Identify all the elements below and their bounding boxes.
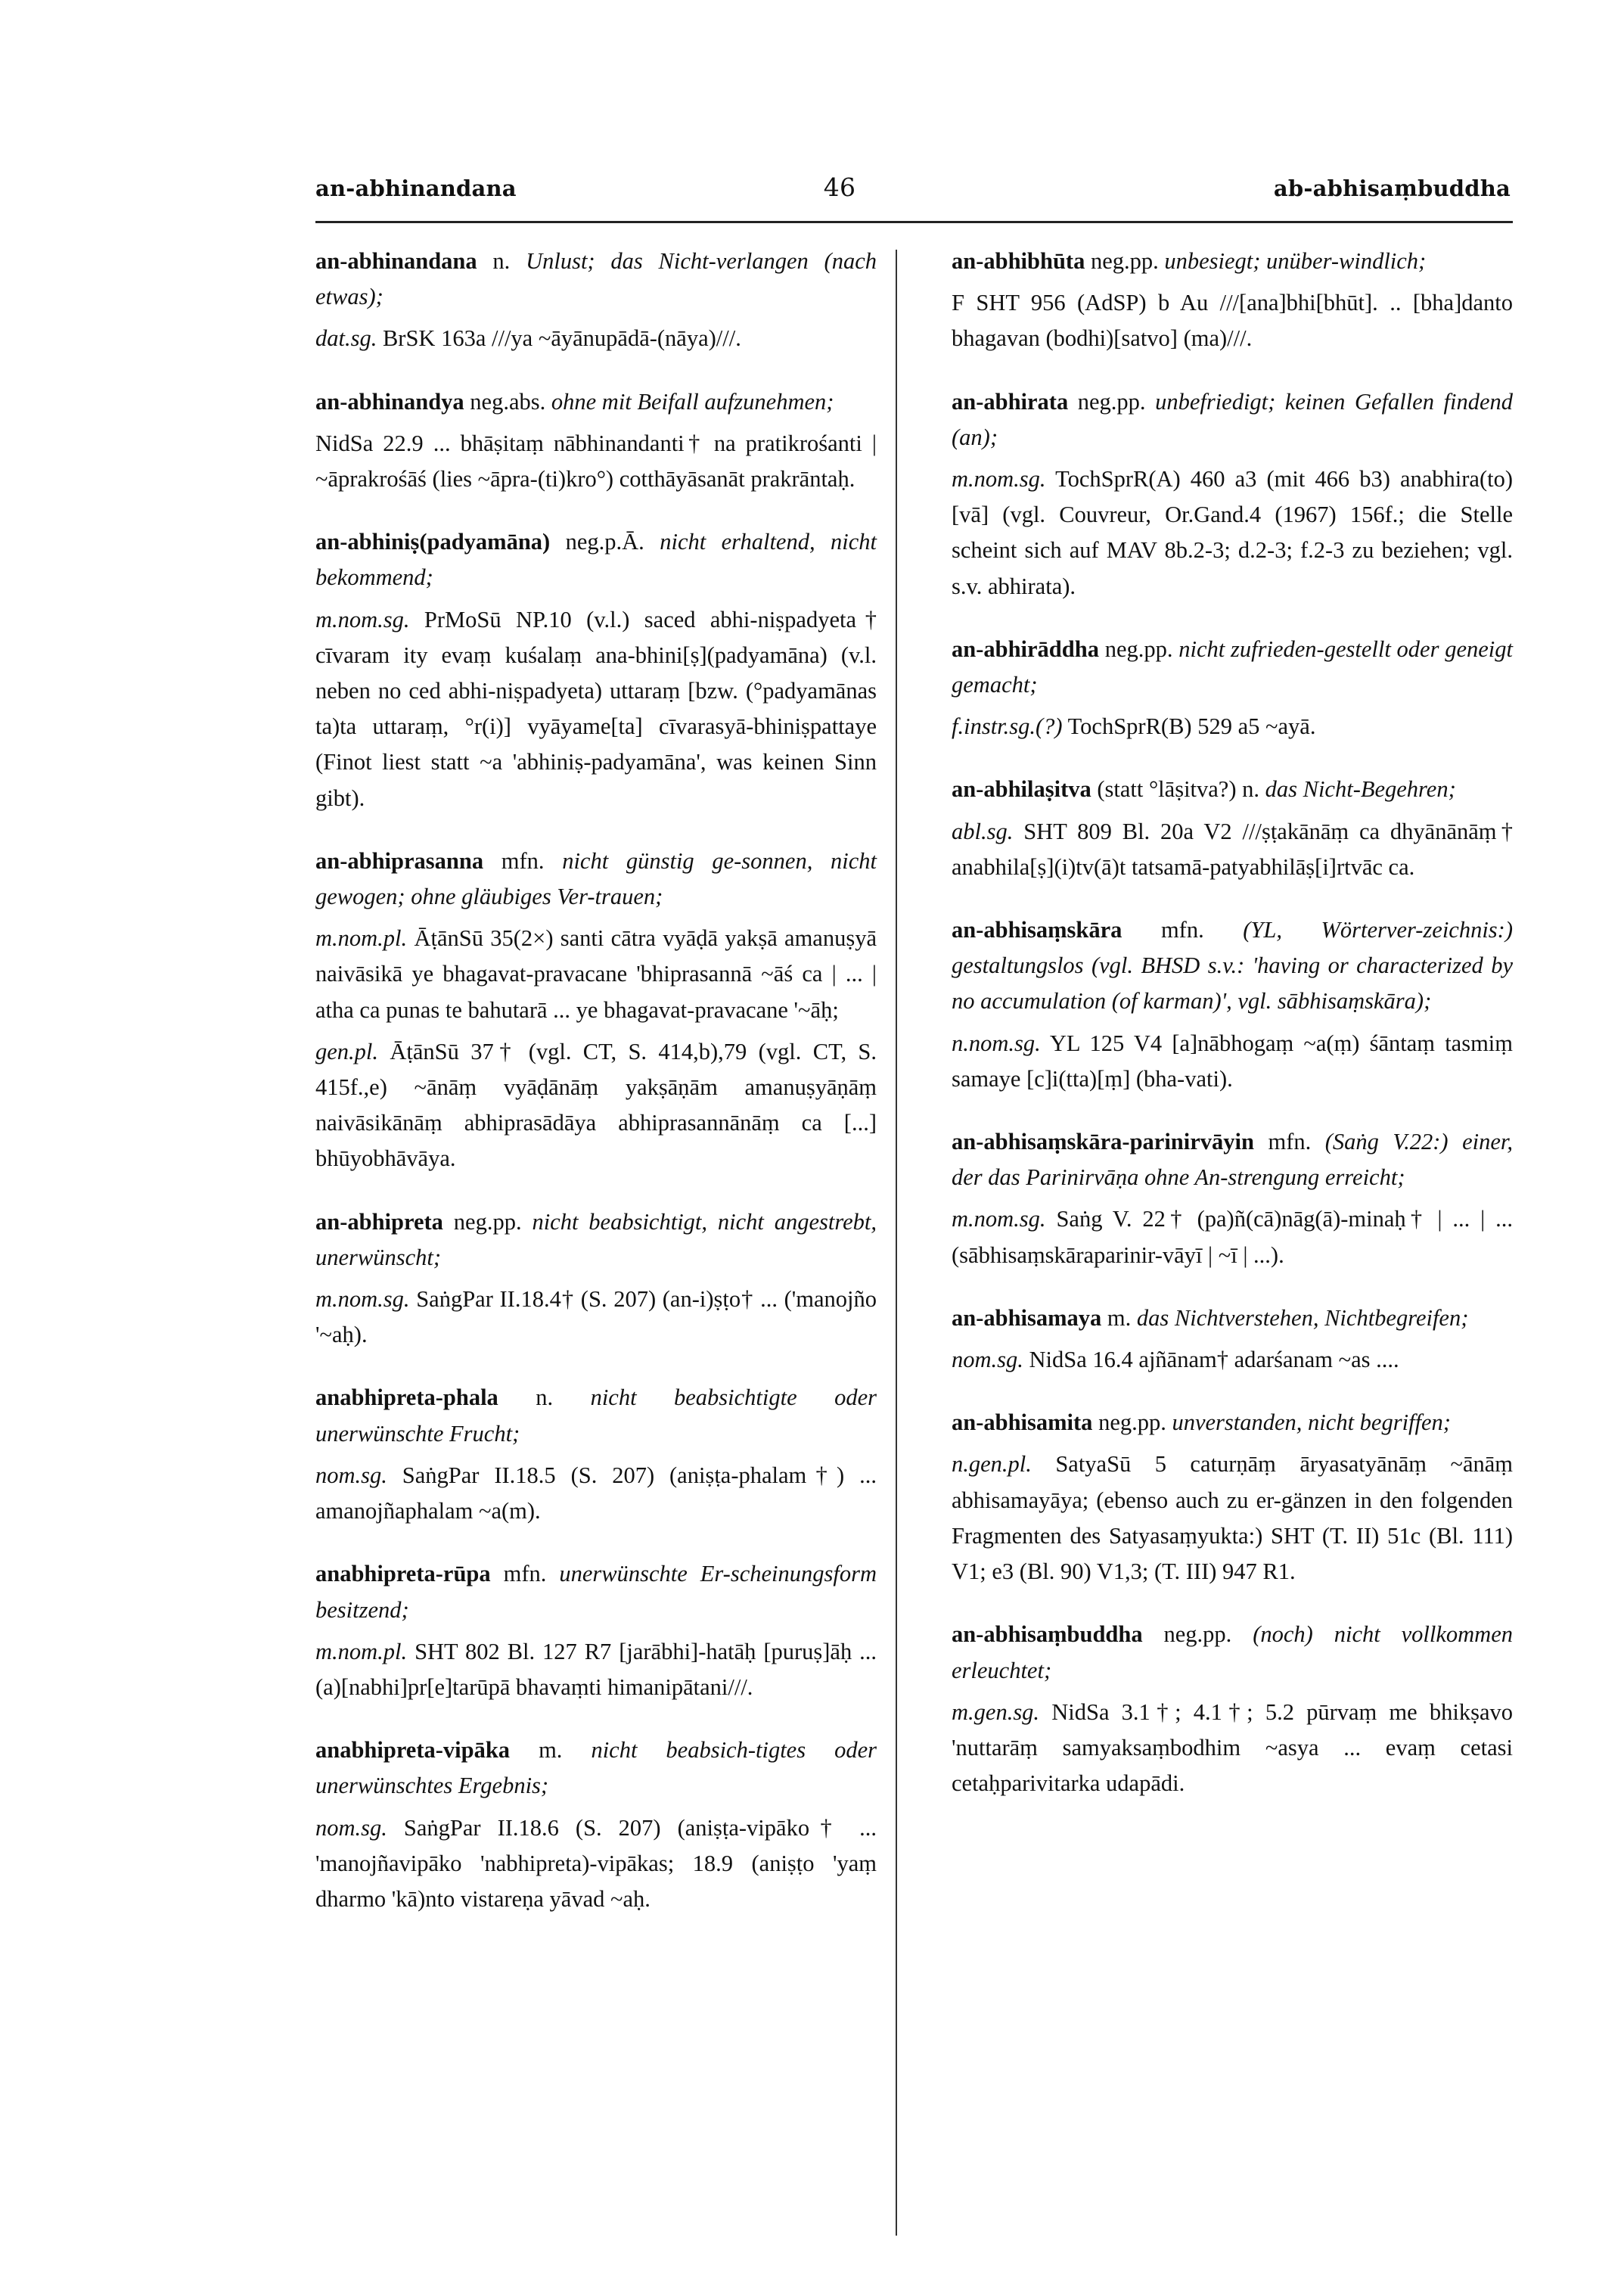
citation-form: nom.sg. (952, 1347, 1023, 1373)
citation-text: TochSprR(A) 460 a3 (mit 466 b3) anabhira(to) [vā] (vgl. Couvreur, Or.Gand.4 (1967) 156f.; die Stelle scheint sich auf MAV 8b.2-3; d.2-3; f.2-3 zu beziehen; vgl. s.v. abhirata). (952, 466, 1513, 599)
entry-gloss: nicht günstig ge-sonnen, nicht gewogen; ohne gläubiges Ver-trauen; (315, 847, 877, 910)
entry-citation (315, 321, 877, 356)
entry-headword: an-abhisamita (952, 1409, 1093, 1436)
entry-citation (952, 709, 1513, 744)
citation-text: SHT 809 Bl. 20a V2 ///ṣṭakānāṃ ca dhyānānāṃ† anabhila[ṣ](i)tv(ā)t tatsamā-patyabhilāṣ[i]rtvāc ca. (952, 818, 1513, 880)
entry-headword: an-abhilaṣitva (952, 776, 1091, 803)
dictionary-entry (952, 1617, 1513, 1801)
entry-headword: an-abhisaṃskāra (952, 917, 1123, 943)
entry-definition (952, 1124, 1513, 1195)
entry-headword: an-abhinandana (315, 248, 477, 274)
entry-gloss: nicht zufrieden-gestellt oder geneigt gemacht; (952, 636, 1513, 698)
entry-grammar: neg.p.Ā. (550, 529, 660, 555)
entry-definition (315, 844, 877, 915)
entry-grammar: neg.pp. (1092, 1409, 1172, 1436)
entry-grammar: mfn. (1122, 917, 1244, 943)
entry-headword: an-abhinandya (315, 388, 464, 415)
dictionary-entry (315, 844, 877, 1177)
dictionary-entry (952, 244, 1513, 357)
entry-gloss: das Nichtverstehen, Nichtbegreifen; (1136, 1304, 1469, 1331)
entry-citation (952, 1342, 1513, 1378)
citation-text: ĀṭānSū 37† (vgl. CT, S. 414,b),79 (vgl. CT, S. 415f.,e) ~ānāṃ vyāḍānāṃ yakṣāṇām amanuṣyāṇāṃ naivāsikānāṃ abhiprasādāya abhiprasannānāṃ ca [...] bhūyobhāvāya. (315, 1038, 877, 1172)
entry-definition (315, 1204, 877, 1276)
entry-definition (952, 772, 1513, 807)
entry-definition (315, 384, 877, 420)
entry-gloss: (YL, Wörterver-zeichnis:) gestaltungslos (vgl. BHSD s.v.: 'having or characterized by no accumulation (of karman)', vgl. sābhisaṃskāra); (952, 917, 1513, 1015)
entry-citation (315, 1810, 877, 1918)
entry-citation (952, 285, 1513, 356)
running-head-left: an-abhinandana (315, 176, 517, 201)
entry-gloss: Unlust; das Nicht-verlangen (nach etwas); (315, 248, 877, 310)
citation-text: NidSa 16.4 ajñānam† adarśanam ~as .... (1023, 1347, 1399, 1373)
entry-grammar: n. (477, 248, 526, 274)
entry-definition (952, 1617, 1513, 1688)
entry-definition (952, 384, 1513, 455)
entry-gloss: unbesiegt; unüber-windlich; (1164, 248, 1427, 274)
entry-grammar: mfn. (483, 847, 563, 874)
entry-gloss: (noch) nicht vollkommen erleuchtet; (952, 1621, 1513, 1683)
dictionary-entry (315, 524, 877, 816)
entry-gloss: nicht beabsich-tigtes oder unerwünschtes Ergebnis; (315, 1737, 877, 1799)
dictionary-entry (952, 632, 1513, 745)
dictionary-entry (315, 1204, 877, 1353)
citation-text: SaṅgPar II.18.4† (S. 207) (an-i)ṣṭo† ... ('manojño '~aḥ). (315, 1286, 877, 1348)
citation-form: gen.pl. (315, 1038, 379, 1064)
left-column (315, 244, 877, 1944)
entry-gloss: das Nicht-Begehren; (1265, 776, 1456, 803)
entry-citation (315, 1282, 877, 1353)
entry-headword: anabhipreta-rūpa (315, 1561, 491, 1587)
citation-text: YL 125 V4 [a]nābhogaṃ ~a(ṃ) śāntaṃ tasmiṃ samaye [c]i(tta)[ṃ] (bha-vati). (952, 1030, 1513, 1092)
entry-headword: an-abhiprasanna (315, 847, 484, 874)
entry-citation (952, 1026, 1513, 1097)
right-column (952, 244, 1513, 1829)
entry-definition (315, 1556, 877, 1627)
citation-text: SaṅgPar II.18.6 (S. 207) (aniṣṭa-vipāko† ... 'manojñavipāko 'nabhipreta)-vipākas; 18.9 (aniṣṭo 'yaṃ dharmo 'kā)nto vistareṇa yāvad ~aḥ. (315, 1814, 877, 1912)
citation-text: SatyaSū 5 caturṇāṃ āryasatyānāṃ ~ānāṃ abhisamayāya; (ebenso auch zu er-gänzen in den folgenden Fragmenten des Satyasaṃyukta:) SHT (T. II) 51c (Bl. 111) V1; e3 (Bl. 90) V1,3; (T. III) 947 R1. (952, 1451, 1513, 1585)
entry-grammar: mfn. (1253, 1129, 1325, 1155)
entry-grammar: neg.pp. (442, 1208, 533, 1235)
entry-grammar: neg.pp. (1068, 388, 1156, 415)
entry-grammar: m. (510, 1737, 592, 1764)
dictionary-entry (952, 1124, 1513, 1273)
header-rule (315, 221, 1513, 223)
entry-grammar: n. (498, 1384, 591, 1411)
citation-text: ĀṭānSū 35(2×) santi cātra vyāḍā yakṣā amanuṣyā naivāsikā ye bhagavat-pravacane 'bhiprasannā ~āś ca | ... | atha ca punas te bahutarā ... ye bhagavat-pravacane '~āḥ; (315, 925, 877, 1023)
entry-definition (952, 1301, 1513, 1336)
citation-form: m.nom.sg. (315, 1286, 410, 1313)
entry-grammar: neg.pp. (1098, 636, 1179, 662)
entry-citation (952, 814, 1513, 885)
entry-citation (315, 1634, 877, 1705)
citation-form: m.nom.sg. (315, 606, 410, 632)
entry-definition (315, 1380, 877, 1451)
dictionary-entry (315, 1380, 877, 1529)
entry-gloss: nicht erhaltend, nicht bekommend; (315, 529, 877, 591)
entry-citation (952, 461, 1513, 604)
entry-gloss: (Saṅg V.22:) einer, der das Parinirvāṇa ohne An-strengung erreicht; (952, 1129, 1513, 1191)
entry-gloss: unbefriedigt; keinen Gefallen findend (an); (952, 388, 1513, 450)
citation-text: TochSprR(B) 529 a5 ~ayā. (1062, 713, 1316, 740)
entry-headword: an-abhisaṃbuddha (952, 1621, 1143, 1648)
citation-text: BrSK 163a ///ya ~āyānupādā-(nāya)///. (377, 325, 741, 352)
citation-form: m.nom.pl. (315, 925, 408, 952)
dictionary-entry (315, 1556, 877, 1705)
dictionary-entry (315, 1733, 877, 1917)
entry-citation (315, 1034, 877, 1177)
citation-text: PrMoSū NP.10 (v.l.) saced abhi-niṣpadyeta† cīvaram ity evaṃ kuśalaṃ ana-bhini[ṣ](padyamāna) (v.l. neben no ced abhi-niṣpadyeta) uttaraṃ [bzw. (°padyamānas ta)ta uttaraṃ, °r(i)] vyāyame[ta] cīvarasyā-bhiniṣpattaye (Finot liest statt ~a 'abhiniṣ-padyamāna', was keinen Sinn gibt). (315, 606, 877, 811)
entry-citation (315, 602, 877, 816)
citation-form: m.gen.sg. (952, 1698, 1040, 1725)
entry-definition (952, 632, 1513, 703)
citation-form: nom.sg. (315, 1462, 387, 1488)
entry-citation (315, 426, 877, 497)
dictionary-entry (952, 1405, 1513, 1590)
entry-citation (315, 921, 877, 1028)
entry-gloss: unerwünschte Er-scheinungsform besitzend; (315, 1561, 877, 1623)
entry-definition (952, 912, 1513, 1020)
entry-headword: an-abhisaṃskāra-parinirvāyin (952, 1129, 1254, 1155)
citation-text: Saṅg V. 22† (pa)ñ(cā)nāg(ā)-minaḥ† | ... | ... (sābhisaṃskāraparinir-vāyī | ~ī | ...). (952, 1206, 1513, 1268)
citation-text: SHT 802 Bl. 127 R7 [jarābhi]-hatāḥ [puruṣ]āḥ ... (a)[nabhi]pr[e]tarūpā bhavaṃti himanipātani///. (315, 1638, 877, 1700)
entry-headword: an-abhipreta (315, 1208, 443, 1235)
entry-gloss: unverstanden, nicht begriffen; (1172, 1409, 1451, 1436)
citation-text: NidSa 22.9 ... bhāṣitaṃ nābhinandanti† na pratikrośanti | ~āprakrośāś (lies ~āpra-(ti)kro°) cotthāyāsanāt prakrāntaḥ. (315, 430, 877, 493)
entry-definition (315, 244, 877, 315)
entry-headword: an-abhiniṣ(padyamāna) (315, 529, 551, 555)
entry-definition (315, 1733, 877, 1804)
entry-definition (952, 1405, 1513, 1440)
column-divider (896, 250, 897, 2236)
page-number: 46 (823, 172, 856, 202)
entry-gloss: ohne mit Beifall aufzunehmen; (551, 388, 834, 415)
entry-citation (315, 1458, 877, 1529)
entry-headword: an-abhisamaya (952, 1304, 1102, 1331)
citation-text: SaṅgPar II.18.5 (S. 207) (aniṣṭa-phalam†) ... amanojñaphalam ~a(m). (315, 1462, 877, 1524)
citation-form: n.nom.sg. (952, 1030, 1041, 1056)
citation-form: abl.sg. (952, 818, 1014, 844)
entry-grammar: neg.abs. (464, 388, 551, 415)
entry-gloss: nicht beabsichtigt, nicht angestrebt, unerwünscht; (315, 1208, 877, 1270)
citation-form: m.nom.pl. (315, 1638, 408, 1664)
citation-form: dat.sg. (315, 325, 377, 352)
entry-grammar: mfn. (490, 1561, 560, 1587)
citation-text: F SHT 956 (AdSP) b Au ///[ana]bhi[bhūt]. .. [bha]danto bhagavan (bodhi)[satvo] (ma)///. (952, 290, 1513, 352)
dictionary-entry (952, 772, 1513, 885)
entry-grammar: neg.pp. (1085, 248, 1165, 274)
entry-headword: an-abhibhūta (952, 248, 1085, 274)
dictionary-entry (952, 912, 1513, 1097)
citation-form: f.instr.sg.(?) (952, 713, 1063, 740)
citation-form: nom.sg. (315, 1814, 387, 1841)
entry-definition (315, 524, 877, 595)
entry-citation (952, 1447, 1513, 1590)
entry-grammar: (statt °lāṣitva?) n. (1091, 776, 1265, 803)
entry-grammar: m. (1101, 1304, 1137, 1331)
entry-headword: anabhipreta-phala (315, 1384, 498, 1411)
entry-citation (952, 1201, 1513, 1273)
dictionary-entry (315, 244, 877, 357)
dictionary-entry (952, 1301, 1513, 1378)
citation-text: NidSa 3.1†; 4.1†; 5.2 pūrvaṃ me bhikṣavo 'nuttarāṃ samyaksaṃbodhim ~asya ... evaṃ cetasi cetaḥparivitarka udapādi. (952, 1698, 1513, 1797)
citation-form: m.nom.sg. (952, 466, 1046, 493)
entry-definition (952, 244, 1513, 279)
citation-form: m.nom.sg. (952, 1206, 1046, 1232)
entry-grammar: neg.pp. (1142, 1621, 1253, 1648)
dictionary-entry (315, 384, 877, 498)
citation-form: n.gen.pl. (952, 1451, 1032, 1478)
entry-citation (952, 1695, 1513, 1802)
entry-headword: an-abhirata (952, 388, 1069, 415)
entry-headword: anabhipreta-vipāka (315, 1737, 511, 1764)
entry-headword: an-abhirāddha (952, 636, 1099, 662)
running-head-right: ab-abhisaṃbuddha (1273, 176, 1511, 201)
dictionary-entry (952, 384, 1513, 604)
entry-gloss: nicht beabsichtigte oder unerwünschte Frucht; (315, 1384, 877, 1447)
